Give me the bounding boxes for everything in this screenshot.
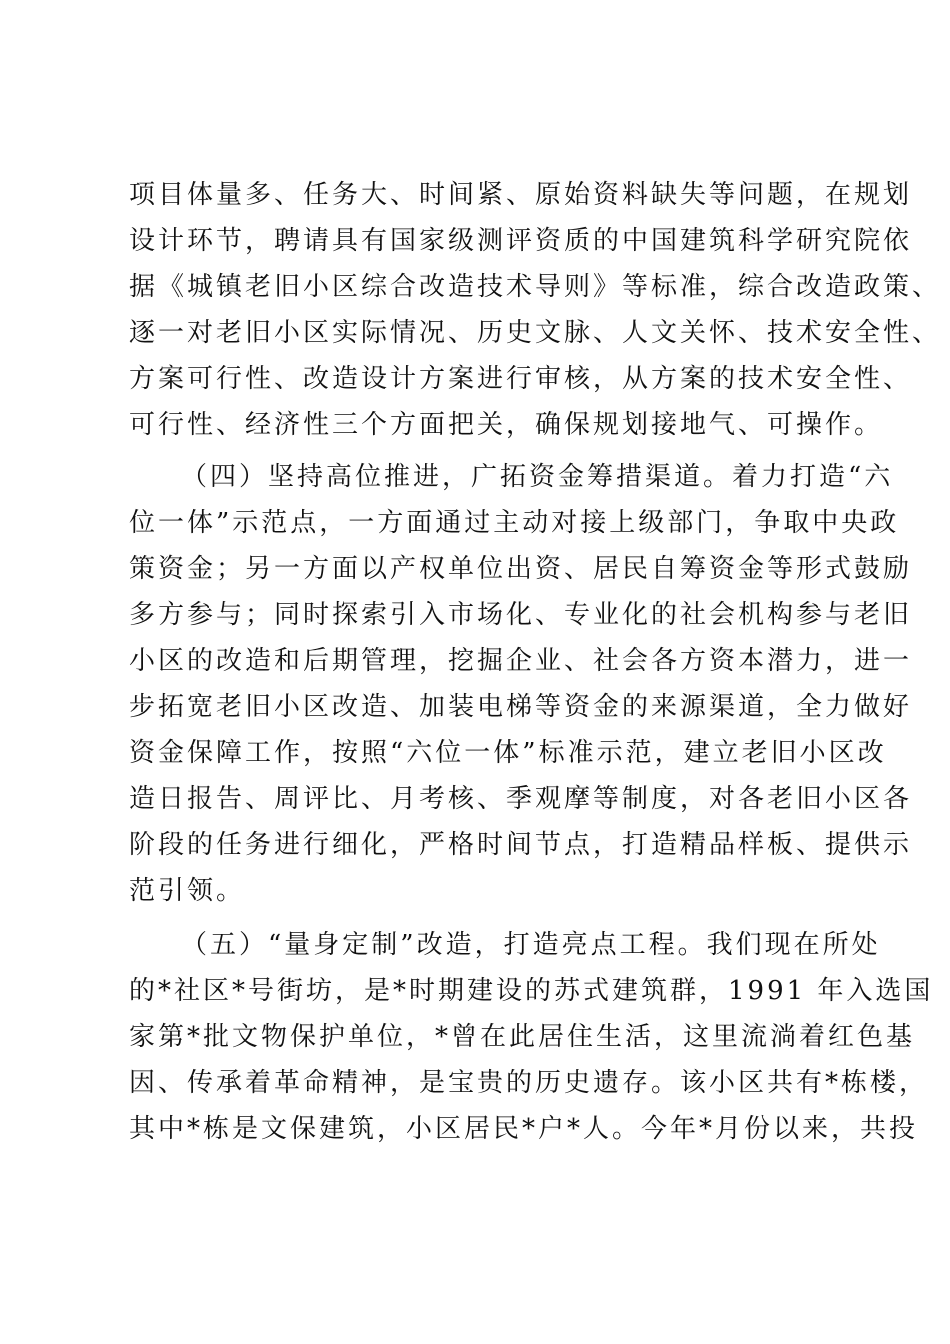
text-line: 位一体”示范点，一方面通过主动对接上级部门，争取中央政	[129, 508, 900, 538]
text-line: 多方参与；同时探索引入市场化、专业化的社会机构参与老旧	[129, 600, 913, 630]
text-line: 资金保障工作，按照“六位一体”标准示范，建立老旧小区改	[129, 738, 887, 768]
text-line: 步拓宽老旧小区改造、加装电梯等资金的来源渠道，全力做好	[129, 692, 913, 722]
text-line: 设计环节，聘请具有国家级测评资质的中国建筑科学研究院依	[129, 226, 913, 256]
text-line: 策资金；另一方面以产权单位出资、居民自筹资金等形式鼓励	[129, 554, 913, 584]
text-line: 因、传承着革命精神，是宝贵的历史遗存。该小区共有*栋楼，	[129, 1068, 929, 1098]
text-line: 的*社区*号街坊，是*时期建设的苏式建筑群，1991 年入选国	[129, 976, 934, 1006]
text-line: 造日报告、周评比、月考核、季观摩等制度，对各老旧小区各	[129, 784, 913, 814]
text-line: 小区的改造和后期管理，挖掘企业、社会各方资本潜力，进一	[129, 646, 913, 676]
text-line: 方案可行性、改造设计方案进行审核，从方案的技术安全性、	[129, 364, 913, 394]
text-line: 阶段的任务进行细化，严格时间节点，打造精品样板、提供示	[129, 830, 913, 860]
paragraph-heading-line: （四）坚持高位推进，广拓资金筹措渠道。着力打造“六	[181, 462, 894, 492]
text-line: 范引领。	[129, 876, 246, 906]
paragraph-heading-line: （五）“量身定制”改造，打造亮点工程。我们现在所处	[181, 930, 881, 960]
text-line: 可行性、经济性三个方面把关，确保规划接地气、可操作。	[129, 410, 884, 440]
text-line: 据《城镇老旧小区综合改造技术导则》等标准，综合改造政策、	[129, 272, 942, 302]
text-line: 项目体量多、任务大、时间紧、原始资料缺失等问题，在规划	[129, 180, 913, 210]
text-line: 其中*栋是文保建筑，小区居民*户*人。今年*月份以来，共投	[129, 1114, 919, 1144]
text-line: 逐一对老旧小区实际情况、历史文脉、人文关怀、技术安全性、	[129, 318, 942, 348]
text-line: 家第*批文物保护单位，*曾在此居住生活，这里流淌着红色基	[129, 1022, 916, 1052]
